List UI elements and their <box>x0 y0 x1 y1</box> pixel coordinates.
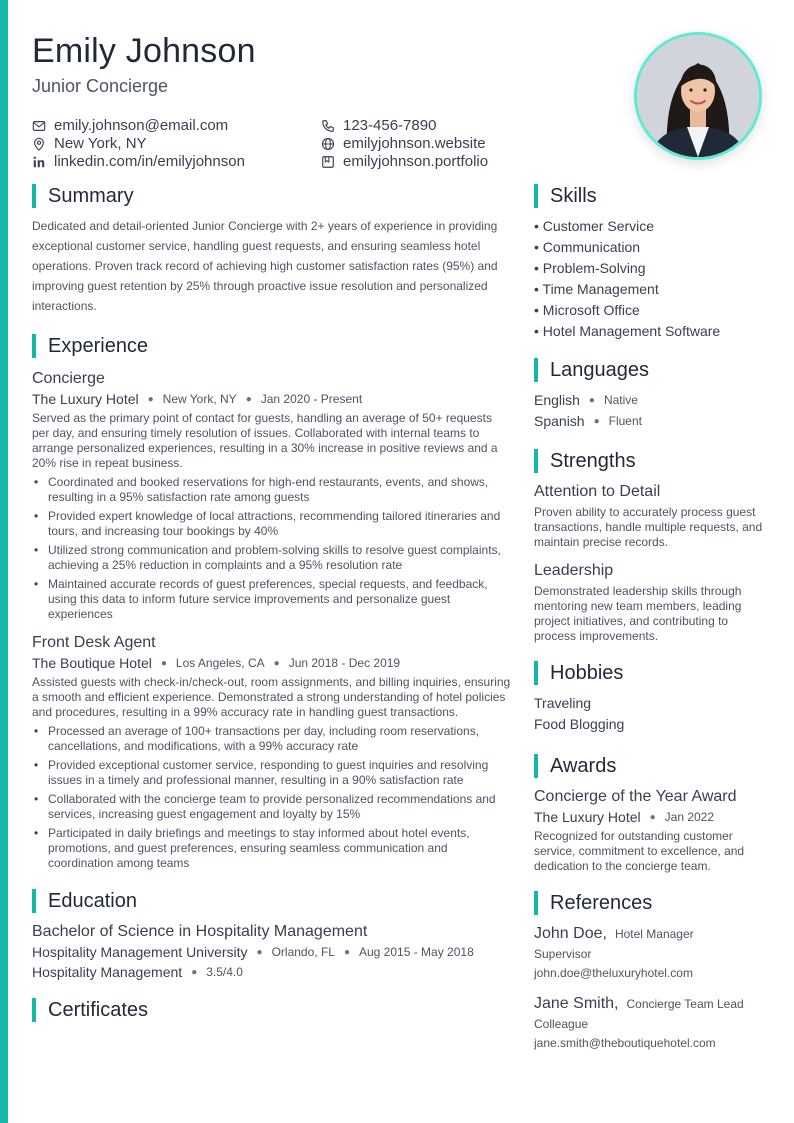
reference-name: John Doe, <box>534 925 607 942</box>
contact-list <box>32 117 592 170</box>
summary-text: Dedicated and detail-oriented Junior Concierge with 2+ years of experience in providing exceptional customer service, handling guest requests, and ensuring seamless hotel operations. Proven track record of achieving high customer satisfaction rates (95%) and improving guest retention by 25% through proactive issue resolution and personalized interactions. <box>32 219 498 313</box>
strength-text: Proven ability to accurately process guest transactions, handle multiple requests, and maintain precise records. <box>534 505 763 549</box>
accent-bar <box>0 0 8 1123</box>
section-heading-skills: Skills <box>550 184 597 207</box>
bullet-item: • Participated in daily briefings and meetings to stay informed about hotel events, promotions, and guest preferences, ensuring seamless communication and coordination among teams <box>32 826 512 871</box>
reference-name: Jane Smith, <box>534 995 619 1012</box>
contact-portfolio[interactable] <box>321 153 581 170</box>
section-heading-languages: Languages <box>550 358 649 381</box>
main-column <box>32 184 512 1030</box>
job-company: The Boutique Hotel <box>32 655 152 671</box>
education-section: Education Bachelor of Science in Hospitality Management Hospitality Management University ● Orlando, FL ● Aug 2015 - May 2018 Hospitality Management ● 3.5/4.0 <box>32 889 512 980</box>
contact-email-text: emily.johnson@email.com <box>54 117 229 134</box>
job-entry: Front Desk Agent The Boutique Hotel ● Los Angeles, CA ● Jun 2018 - Dec 2019 Assisted guests with check-in/check-out, room assignments, and billing inquiries, ensuring a smooth and efficient experience. Demonstrated a strong understanding of hotel policies and procedures, resulting in a 99% accuracy rate in handling guest transactions. • Processed an average of 100+ transactions per day, including room reservations, cancellations, and modifications, with a 99% accuracy rate • Provided exceptional customer service, responding to guest inquiries and resolving issues in a timely and professional manner, resulting in a 90% satisfaction rate • Collaborated with the concierge team to provide personalized recommendations and services, increasing guest engagement and loyalty by 15% • Participated in daily briefings and meetings to stay informed about hotel events, promotions, and guest preferences, ensuring seamless communication and coordination among teams <box>32 634 512 871</box>
reference-role: Hotel Manager <box>614 927 694 941</box>
award-text: Recognized for outstanding customer service, commitment to excellence, and dedication to the concierge team. <box>534 829 745 873</box>
language-item: English ● Native <box>534 390 766 411</box>
skill-item: • Problem-Solving <box>534 260 646 276</box>
candidate-name: Emily Johnson <box>32 32 256 70</box>
bullet-item: • Provided expert knowledge of local attractions, recommending tailored itineraries and tours, and increasing tour bookings by 40% <box>32 509 512 539</box>
job-location: Los Angeles, CA <box>175 656 265 670</box>
language-level: Fluent <box>608 414 642 428</box>
language-name: English <box>534 392 580 408</box>
reference-relation: Supervisor <box>534 947 592 961</box>
mail-icon <box>32 119 46 133</box>
summary-section <box>32 184 512 316</box>
contact-website[interactable] <box>321 135 581 152</box>
section-heading-hobbies: Hobbies <box>550 661 624 684</box>
skill-item: • Communication <box>534 239 641 255</box>
job-description: Served as the primary point of contact for guests, handling an average of 50+ requests per day, and ensuring timely resolution of issues. Collaborated with internal teams to arrange personalized experiences, resulting in a 30% increase in positive reviews and a 20% rise in repeat business. <box>32 411 498 470</box>
strength-text: Demonstrated leadership skills through mentoring new team members, leading project initiatives, and contributing to process improvements. <box>534 584 742 643</box>
field-of-study: Hospitality Management <box>32 964 183 980</box>
degree: Bachelor of Science in Hospitality Management <box>32 923 368 940</box>
certificates-section <box>32 998 512 1022</box>
language-name: Spanish <box>534 413 585 429</box>
side-column <box>534 184 766 1053</box>
globe-icon <box>321 137 335 151</box>
strength-title: Attention to Detail <box>534 483 661 500</box>
candidate-title: Junior Concierge <box>32 76 169 96</box>
school-dates: Aug 2015 - May 2018 <box>359 945 474 959</box>
reference-role: Concierge Team Lead <box>626 997 744 1011</box>
section-heading-education: Education <box>48 889 137 912</box>
section-marker <box>32 334 36 358</box>
contact-website-text: emilyjohnson.website <box>343 135 486 152</box>
section-heading-references: References <box>550 891 653 914</box>
awards-section: Awards Concierge of the Year Award The Luxury Hotel ● Jan 2022 Recognized for outstanding customer service, commitment to excellence, and dedication to the concierge team. <box>534 754 766 874</box>
section-marker <box>534 661 538 685</box>
bullet-item: • Coordinated and booked reservations for high-end restaurants, events, and shows, resulting in a 95% satisfaction rate among guests <box>32 475 512 505</box>
skill-item: • Microsoft Office <box>534 302 640 318</box>
award-org: The Luxury Hotel <box>534 809 641 825</box>
section-heading-strengths: Strengths <box>550 449 636 472</box>
strength-title: Leadership <box>534 562 614 579</box>
section-marker <box>534 184 538 208</box>
contact-linkedin[interactable] <box>32 153 321 170</box>
reference-email[interactable]: jane.smith@theboutiquehotel.com <box>534 1036 716 1050</box>
section-marker <box>32 889 36 913</box>
hobby-item: Traveling <box>534 695 592 711</box>
reference-email[interactable]: john.doe@theluxuryhotel.com <box>534 966 693 980</box>
linkedin-icon <box>32 155 46 169</box>
section-heading-experience: Experience <box>48 334 149 357</box>
language-level: Native <box>603 393 638 407</box>
contact-phone[interactable] <box>321 117 581 134</box>
school-location: Orlando, FL <box>271 945 335 959</box>
section-marker <box>534 449 538 473</box>
location-icon <box>32 137 46 151</box>
strengths-section <box>534 449 766 644</box>
skill-item: • Time Management <box>534 281 659 297</box>
bullet-item: • Provided exceptional customer service, responding to guest inquiries and resolving issues in a timely and professional manner, resulting in a 90% satisfaction rate <box>32 758 512 788</box>
section-marker <box>32 184 36 208</box>
school-name: Hospitality Management University <box>32 944 248 960</box>
section-marker <box>32 998 36 1022</box>
hobby-item: Food Blogging <box>534 716 625 732</box>
contact-location-text: New York, NY <box>54 135 147 152</box>
skill-item: • Hotel Management Software <box>534 323 721 339</box>
bullet-item: • Utilized strong communication and problem-solving skills to resolve guest complaints, achieving a 25% reduction in complaints and a 95% resolution rate <box>32 543 512 573</box>
bullet-item: • Maintained accurate records of guest preferences, special requests, and feedback, using this data to inform future service improvements and personalize guest experiences <box>32 577 512 622</box>
skill-item: • Customer Service <box>534 218 655 234</box>
job-entry: Concierge The Luxury Hotel ● New York, NY ● Jan 2020 - Present Served as the primary point of contact for guests, handling an average of 50+ requests per day, and ensuring timely resolution of issues. Collaborated with internal teams to arrange personalized experiences, resulting in a 30% increase in positive reviews and a 20% rise in repeat business. • Coordinated and booked reservations for high-end restaurants, events, and shows, resulting in a 95% satisfaction rate among guests • Provided expert knowledge of local attractions, recommending tailored itineraries and tours, and increasing tour bookings by 40% • Utilized strong communication and problem-solving skills to resolve guest complaints, achieving a 25% reduction in complaints and a 95% resolution rate • Maintained accurate records of guest preferences, special requests, and feedback, using this data to inform future service improvements and personalize guest experiences <box>32 370 512 622</box>
languages-section <box>534 358 766 432</box>
profile-photo <box>634 32 762 160</box>
experience-section <box>32 334 512 871</box>
bullet-item: • Processed an average of 100+ transactions per day, including room reservations, cancellations, and modifications, with a 99% accuracy rate <box>32 724 512 754</box>
contact-location <box>32 135 321 152</box>
contact-phone-text: 123-456-7890 <box>343 117 437 134</box>
section-heading-summary: Summary <box>48 184 134 207</box>
job-description: Assisted guests with check-in/check-out, room assignments, and billing inquiries, ensuring a smooth and efficient experience. Demonstrated a strong understanding of hotel policies and procedures, resulting in a 99% accuracy rate in handling guest transactions. <box>32 675 511 719</box>
bullet-item: • Collaborated with the concierge team to provide personalized recommendations and services, increasing guest engagement and loyalty by 15% <box>32 792 512 822</box>
reference-relation: Colleague <box>534 1017 589 1031</box>
section-marker <box>534 754 538 778</box>
contact-linkedin-text: linkedin.com/in/emilyjohnson <box>54 153 245 170</box>
job-title: Concierge <box>32 370 105 387</box>
job-dates: Jan 2020 - Present <box>260 392 363 406</box>
reference-entry <box>534 925 766 983</box>
contact-portfolio-text: emilyjohnson.portfolio <box>343 153 489 170</box>
section-marker <box>534 891 538 915</box>
award-date: Jan 2022 <box>664 810 715 824</box>
portfolio-icon <box>321 155 335 169</box>
job-bullets <box>32 724 512 871</box>
section-heading-awards: Awards <box>550 754 617 777</box>
award-title: Concierge of the Year Award <box>534 788 737 805</box>
language-item: Spanish ● Fluent <box>534 411 766 432</box>
job-company: The Luxury Hotel <box>32 391 139 407</box>
contact-email[interactable] <box>32 117 321 134</box>
job-dates: Jun 2018 - Dec 2019 <box>288 656 401 670</box>
section-marker <box>534 358 538 382</box>
resume-header <box>32 30 592 170</box>
gpa: 3.5/4.0 <box>206 965 243 979</box>
references-section <box>534 891 766 1053</box>
job-title: Front Desk Agent <box>32 634 156 651</box>
hobbies-section <box>534 661 766 735</box>
section-heading-certificates: Certificates <box>48 998 149 1021</box>
job-bullets <box>32 475 512 622</box>
phone-icon <box>321 119 335 133</box>
job-location: New York, NY <box>162 392 237 406</box>
reference-entry <box>534 995 766 1053</box>
skills-section <box>534 184 766 342</box>
